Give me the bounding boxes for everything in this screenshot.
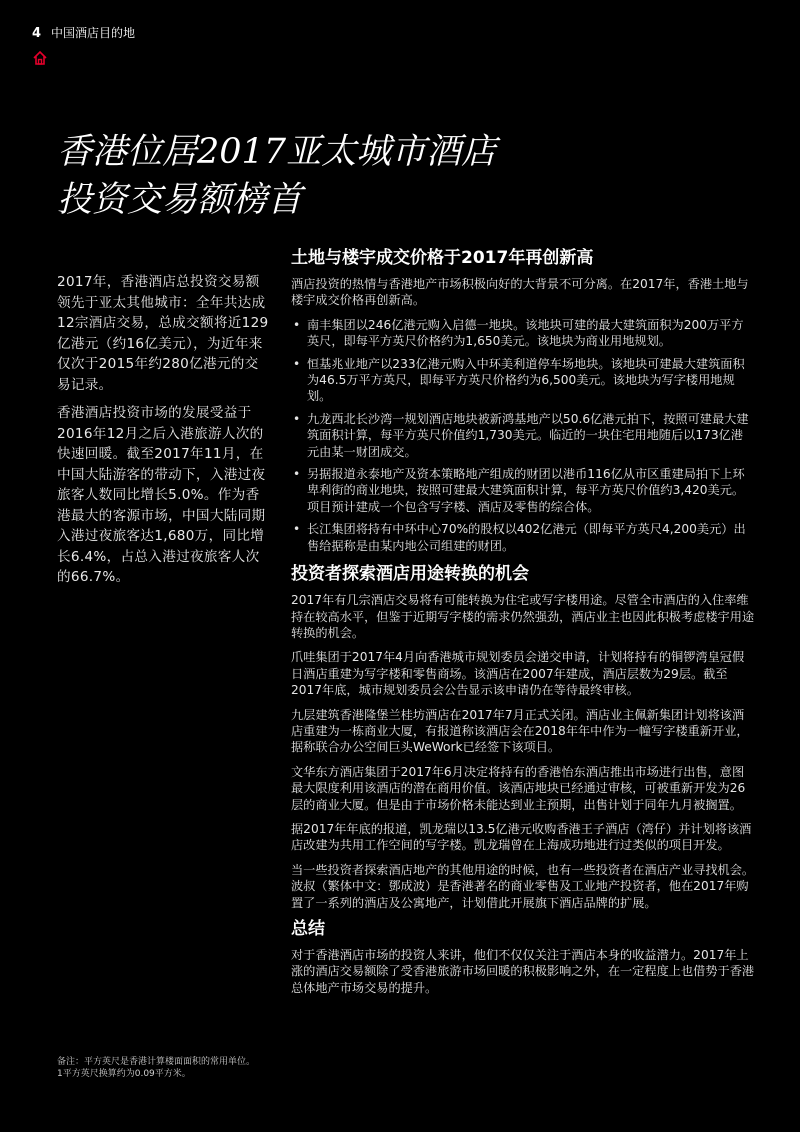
intro-paragraph: 香港酒店投资市场的发展受益于2016年12月之后入港旅游人次的快速回暖。截至2017年11月，在中国大陆游客的带动下，入港过夜旅客人数同比增长5.0%。作为香港最大的客源市场，中国大陆同期入港过夜旅客达1,680万，同比增长6.4%，占总入港过夜旅客人次的66.7%。 (57, 405, 266, 585)
section-intro: 酒店投资的热情与香港地产市场积极向好的大背景不可分离。在2017年，香港土地与楼宇成交价格再创新高。 (291, 277, 749, 308)
main-column (291, 248, 755, 1004)
title-line-2: 投资交易额榜首 (57, 180, 303, 220)
list-item: • 南丰集团以246亿港元购入启德一地块。该地块可建的最大建筑面积为200万平方英尺，即每平方英尺价格约为1,650美元。该地块为商业用地规划。 (291, 317, 755, 350)
body-paragraph: 九层建筑香港隆堡兰桂坊酒店在2017年7月正式关闭。酒店业主佩新集团计划将该酒店重建为一栋商业大厦，有报道称该酒店会在2018年年中作为一幢写字楼重新开业，据称联合办公空间巨头WeWork已经签下该项目。 (291, 707, 749, 755)
section-heading: 投资者探索酒店用途转换的机会 (291, 564, 529, 585)
footnote (57, 1056, 271, 1080)
section-heading: 土地与楼宇成交价格于2017年再创新高 (291, 248, 594, 268)
list-item: • 九龙西北长沙湾一规划酒店地块被新鸿基地产以50.6亿港元拍下，按照可建最大建筑面积计算，每平方英尺价值约1,730美元。临近的一块住宅用地随后以173亿港元由某一财团成交。 (291, 411, 755, 460)
body-paragraph: 当一些投资者探索酒店地产的其他用途的时候，也有一些投资者在酒店产业寻找机会。波叔（繁体中文：鄧成波）是香港著名的商业零售及工业地产投资者，他在2017年购置了一系列的酒店及公寓地产，计划借此开展旗下酒店品牌的扩展。 (291, 862, 755, 910)
intro-column (57, 272, 271, 596)
body-paragraph: 对于香港酒店市场的投资人来讲，他们不仅仅关注于酒店本身的收益潜力。2017年上涨的酒店交易额除了受香港旅游市场回暖的积极影响之外，在一定程度上也借势于香港总体地产市场交易的提升。 (291, 948, 755, 995)
section-heading: 总结 (291, 919, 325, 939)
list-item: • 另据报道永泰地产及资本策略地产组成的财团以港币116亿从市区重建局拍下上环卑利街的商业地块，按照可建最大建筑面积计算，每平方英尺价值约3,420美元。项目预计建成一个包含写字楼、酒店及零售的综合体。 (291, 466, 755, 515)
footnote-line: 备注：平方英尺是香港计算楼面面积的常用单位。 (57, 1057, 256, 1067)
body-paragraph: 2017年有几宗酒店交易将有可能转换为住宅或写字楼用途。尽管全市酒店的入住率维持在较高水平，但鉴于近期写字楼的需求仍然强劲，酒店业主也因此积极考虑楼宇用途转换的机会。 (291, 593, 755, 640)
body-paragraph: 爪哇集团于2017年4月向香港城市规划委员会递交申请，计划将持有的铜锣湾皇冠假日酒店重建为写字楼和零售商场。该酒店在2007年建成，酒店层数为29层。截至2017年底，城市规划委员会公告显示该申请仍在等待最终审核。 (291, 650, 745, 698)
title-line-1: 香港位居2017亚太城市酒店 (57, 132, 497, 172)
list-item: • 长江集团将持有中环中心70%的股权以402亿港元（即每平方英尺4,200美元）出售给据称是由某内地公司组建的财团。 (291, 521, 755, 554)
footnote-line: 1平方英尺换算约为0.09平方米。 (57, 1069, 191, 1079)
page-number: 4 (32, 26, 42, 41)
transactions-list (291, 317, 755, 554)
intro-paragraph: 2017年，香港酒店总投资交易额领先于亚太其他城市：全年共达成12宗酒店交易，总成交额将近129亿港元（约16亿美元），为近年来仅次于2015年约280亿港元的交易记录。 (57, 274, 269, 393)
body-paragraph: 据2017年年底的报道，凯龙瑞以13.5亿港元收购香港王子酒店（湾仔）并计划将该酒店改建为共用工作空间的写字楼。凯龙瑞曾在上海成功地进行过类似的项目开发。 (291, 821, 752, 853)
section-name: 中国酒店目的地 (51, 26, 136, 40)
page-header (32, 24, 135, 41)
body-paragraph: 文华东方酒店集团于2017年6月决定将持有的香港怡东酒店推出市场进行出售，意图最大限度利用该酒店的潜在商用价值。该酒店地块已经通过审核，可被重新开发为26层的商业大厦。但是由于市场价格未能达到业主预期，出售计划于同年九月被搁置。 (291, 764, 746, 812)
conversion-section (291, 564, 755, 911)
page-title (57, 128, 496, 224)
list-item: • 恒基兆业地产以233亿港元购入中环美利道停车场地块。该地块可建最大建筑面积为46.5万平方英尺，即每平方英尺价格约为6,500美元。该地块为写字楼用地规划。 (291, 356, 755, 405)
home-icon[interactable] (32, 50, 48, 66)
summary-section (291, 919, 755, 996)
